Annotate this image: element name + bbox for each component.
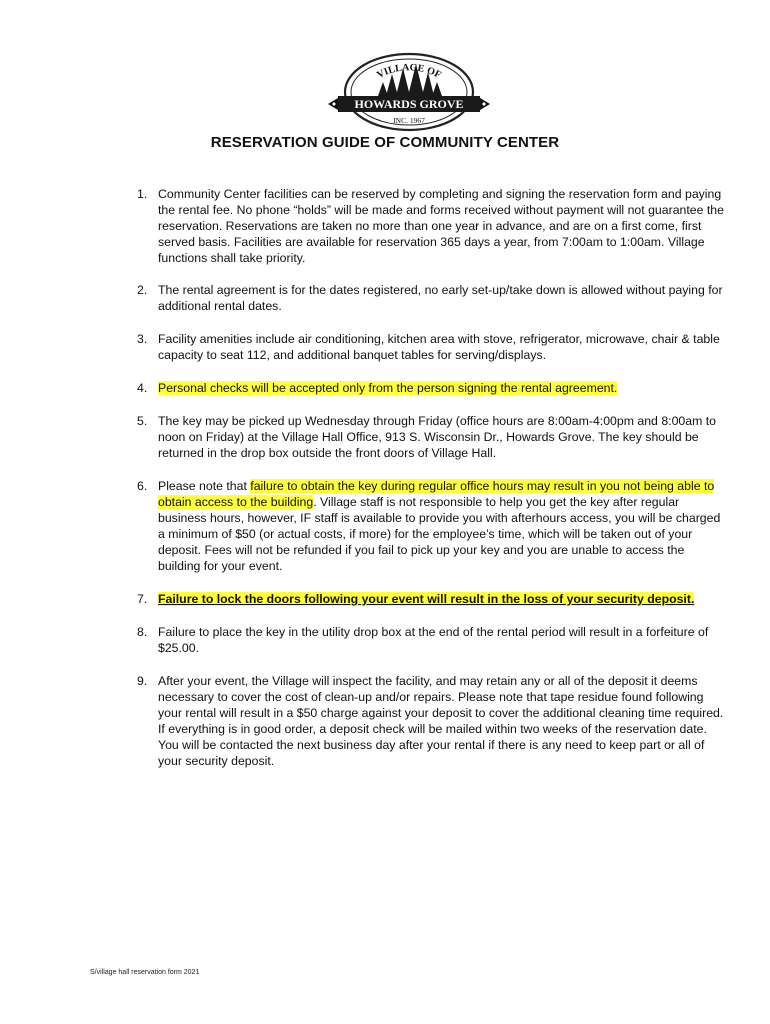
rules-list <box>137 186 727 769</box>
rule-item-7 <box>137 591 727 607</box>
highlighted-text: Personal checks will be accepted only from the person signing the rental agreement. <box>158 381 618 395</box>
rule-item-9 <box>137 673 727 769</box>
item-text: The key may be picked up Wednesday through Friday (office hours are 8:00am-4:00pm and 8:00am to noon on Friday) at the Village Hall Office, 913 S. Wisconsin Dr., Howards Grove. The key should be returned in the drop box outside the front doors of Village Hall. <box>158 414 717 460</box>
logo-banner-text: HOWARDS GROVE <box>354 97 464 111</box>
item-number: 8. <box>137 625 148 639</box>
item-text: Failure to place the key in the utility drop box at the end of the rental period will result in a forfeiture of $25.00. <box>158 625 709 655</box>
rule-item-2 <box>137 282 727 314</box>
item-text: After your event, the Village will inspect the facility, and may retain any or all of the deposit it deems necessary to cover the cost of clean-up and/or repairs. Please note that tape residue found following your rental will result in a $50 charge against your deposit to cover the additional cleaning time required. If everything is in good order, a deposit check will be mailed within two weeks of the reservation date. You will be contacted the next business day after your rental if there is any need to keep part or all of your security deposit. <box>158 674 724 768</box>
item-number: 7. <box>137 592 148 606</box>
rule-item-3 <box>137 331 727 363</box>
item-text: Community Center facilities can be reserved by completing and signing the reservation form and paying the rental fee. No phone “holds” will be made and forms received without payment will not guarantee the reservation. Reservations are taken no more than one year in advance, and are on a first come, first served basis. Facilities are available for reservation 365 days a year, from 7:00am to 1:00am. Village functions shall take priority. <box>158 187 724 265</box>
rule-item-1 <box>137 186 727 266</box>
item-lead-text: Please note that <box>158 479 251 493</box>
item-tail-text: . Village staff is not responsible to help you get the key after regular business hours, however, IF staff is available to provide you with afterhours access, you will be charged a minimum of $50 (or actual costs, if more) for the employee’s time, which will be taken out of your deposit. Fees will not be refunded if you fail to pick up your key and you are unable to access the building for your event. <box>158 495 721 573</box>
item-number: 3. <box>137 332 148 346</box>
item-number: 5. <box>137 414 148 428</box>
item-text: The rental agreement is for the dates registered, no early set-up/take down is allowed without paying for additional rental dates. <box>158 283 723 313</box>
village-of-howards-grove-logo <box>326 52 492 134</box>
item-number: 4. <box>137 381 148 395</box>
item-number: 6. <box>137 479 148 493</box>
document-title: RESERVATION GUIDE OF COMMUNITY CENTER <box>210 134 560 151</box>
rule-item-6 <box>137 478 727 574</box>
highlighted-bold-text: Failure to lock the doors following your event will result in the loss of your security deposit. <box>158 592 695 606</box>
rule-item-8 <box>137 624 727 656</box>
item-number: 2. <box>137 283 148 297</box>
highlighted-text: failure to obtain the key during regular office hours may result in you not being able to obtain access to the building <box>158 479 715 509</box>
footer-file-reference: S/village hall reservation form 2021 <box>90 969 200 976</box>
item-number: 1. <box>137 187 148 201</box>
rule-item-4 <box>137 380 727 396</box>
rule-item-5 <box>137 413 727 461</box>
item-number: 9. <box>137 674 148 688</box>
logo-top-text: VILLAGE OF <box>375 62 443 81</box>
logo-bottom-text: INC. 1967 <box>393 116 425 125</box>
item-text: Facility amenities include air conditioning, kitchen area with stove, refrigerator, microwave, chair & table capacity to seat 112, and additional banquet tables for serving/displays. <box>158 332 720 362</box>
